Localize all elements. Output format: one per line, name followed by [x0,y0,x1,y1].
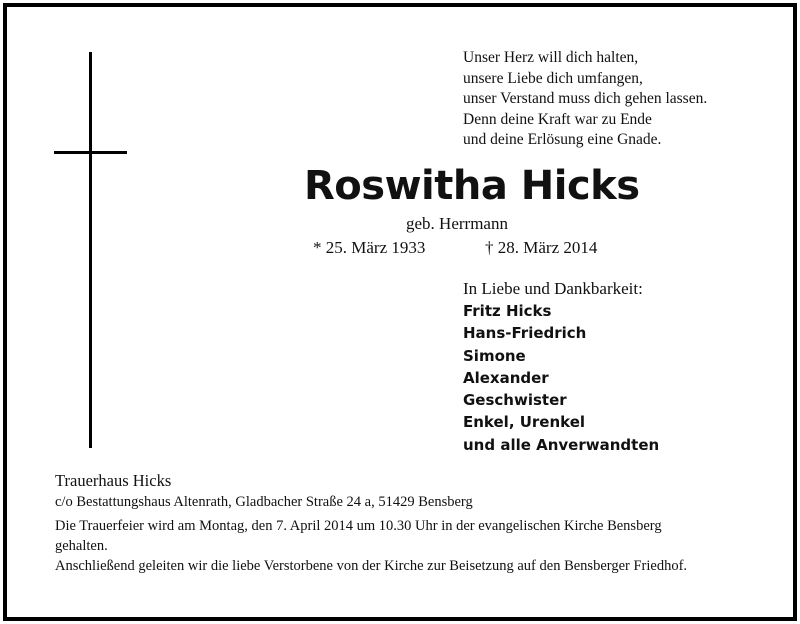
poem-line: Denn deine Kraft war zu Ende [463,110,652,128]
mourner-name: und alle Anverwandten [463,435,660,454]
poem-line: und deine Erlösung eine Gnade. [463,131,662,148]
mourners-intro: In Liebe und Dankbarkeit: [463,279,643,298]
mourner-name: Alexander [463,368,549,387]
mourning-address: c/o Bestattungshaus Altenrath, Gladbacher Straße 24 a, 51429 Bensberg [55,494,473,510]
birth-date: * 25. März 1933 [313,238,426,257]
mourner-name: Fritz Hicks [463,302,552,320]
ceremony-line: Die Trauerfeier wird am Montag, den 7. April 2014 um 10.30 Uhr in der evangelischen Kirche Bensberg [55,518,662,534]
poem-line: unsere Liebe dich umfangen, [463,69,643,87]
ceremony-line: gehalten. [55,538,108,554]
mourners-list [463,300,659,456]
ceremony-info [55,516,755,576]
poem-line: Unser Herz will dich halten, [463,49,639,66]
mourner-name: Enkel, Urenkel [463,413,586,432]
mourner-name: Hans-Friedrich [463,324,587,343]
ceremony-line: Anschließend geleiten wir die liebe Verstorbene von der Kirche zur Beisetzung auf den Bensberger Friedhof. [55,558,688,574]
cross-horizontal-bar [54,151,127,154]
poem-line: unser Verstand muss dich gehen lassen. [463,90,708,107]
maiden-name: geb. Herrmann [406,214,508,233]
mourning-house: Trauerhaus Hicks [55,471,172,490]
deceased-name: Roswitha Hicks [304,163,640,209]
poem [463,48,707,151]
death-date: † 28. März 2014 [485,238,598,257]
cross-vertical-bar [89,52,92,448]
mourner-name: Geschwister [463,391,567,410]
mourner-name: Simone [463,346,526,365]
